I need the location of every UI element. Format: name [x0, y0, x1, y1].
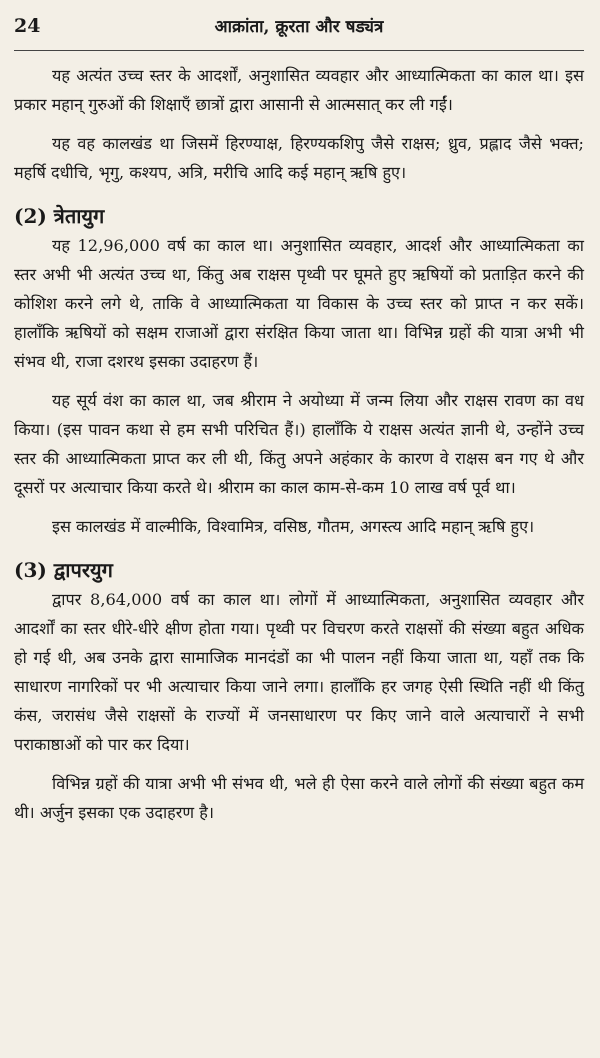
- running-header: [14, 14, 584, 44]
- intro-paragraph-1: यह अत्यंत उच्च स्तर के आदर्शों, अनुशासित व्यवहार और आध्यात्मिकता का काल था। इस प्रकार महान् गुरुओं की शिक्षाएँ छात्रों द्वारा आसानी से आत्मसात् कर ली गईं।: [14, 66, 584, 114]
- book-title: आक्रांता, क्रूरता और षड्यंत्र: [214, 17, 384, 37]
- treta-paragraph-2: यह सूर्य वंश का काल था, जब श्रीराम ने अयोध्या में जन्म लिया और राक्षस रावण का वध किया। (इस पावन कथा से हम सभी परिचित हैं।) हालाँकि ये राक्षस अत्यंत ज्ञानी थे, उन्होंने उच्च स्तर की आध्यात्मिकता प्राप्त कर ली थी, किंतु अपने अहंकार के कारण वे राक्षस बन गए थे और दूसरों पर अत्याचार किया करते थे। श्रीराम का काल काम-से-कम 10 लाख वर्ष पूर्व था।: [14, 391, 584, 497]
- intro-paragraph-2: यह वह कालखंड था जिसमें हिरण्याक्ष, हिरण्यकशिपु जैसे राक्षस; ध्रुव, प्रह्लाद जैसे भक्त; महर्षि दधीचि, भृगु, कश्यप, अत्रि, मरीचि आदि कई महान् ऋषि हुए।: [14, 134, 584, 182]
- dwapar-paragraph-2: विभिन्न ग्रहों की यात्रा अभी भी संभव थी, भले ही ऐसा करने वाले लोगों की संख्या बहुत कम थी। अर्जुन इसका एक उदाहरण है।: [14, 774, 584, 822]
- page-body: [14, 61, 584, 827]
- treta-paragraph-3: इस कालखंड में वाल्मीकि, विश्वामित्र, वसिष्ठ, गौतम, अगस्त्य आदि महान् ऋषि हुए।: [52, 517, 535, 536]
- header-rule: [14, 50, 584, 51]
- section-heading-dwapar: (3) द्वापरयुग: [14, 558, 113, 582]
- section-heading-treta: (2) त्रेतायुग: [14, 204, 105, 228]
- dwapar-paragraph-1: द्वापर 8,64,000 वर्ष का काल था। लोगों में आध्यात्मिकता, अनुशासित व्यवहार और आदर्शों का स्तर धीरे-धीरे क्षीण होता गया। पृथ्वी पर विचरण करते राक्षसों की संख्या बहुत अधिक हो गई थी, अब उनके द्वारा सामाजिक मानदंडों का भी पालन नहीं किया जाता था, यहाँ तक कि साधारण नागरिकों पर भी अत्याचार किया जाने लगा। हालाँकि हर जगह ऐसी स्थिति नहीं थी किंतु कंस, जरासंध जैसे राक्षसों के राज्यों में जनसाधारण पर किए जाने वाले अत्याचारों ने सभी पराकाष्ठाओं को पार कर दिया।: [14, 590, 584, 754]
- treta-paragraph-1: यह 12,96,000 वर्ष का काल था। अनुशासित व्यवहार, आदर्श और आध्यात्मिकता का स्तर अभी भी अत्यंत उच्च था, किंतु अब राक्षस पृथ्वी पर घूमते हुए ऋषियों को प्रताड़ित करने की कोशिश करने लगे थे, ताकि वे आध्यात्मिकता या विकास के उच्च स्तर को प्राप्त न कर सकें। हालाँकि ऋषियों को सक्षम राजाओं द्वारा संरक्षित किया जाता था। विभिन्न ग्रहों की यात्रा अभी भी संभव थी, राजा दशरथ इसका उदाहरण हैं।: [14, 236, 584, 371]
- page-number: 24: [14, 15, 41, 37]
